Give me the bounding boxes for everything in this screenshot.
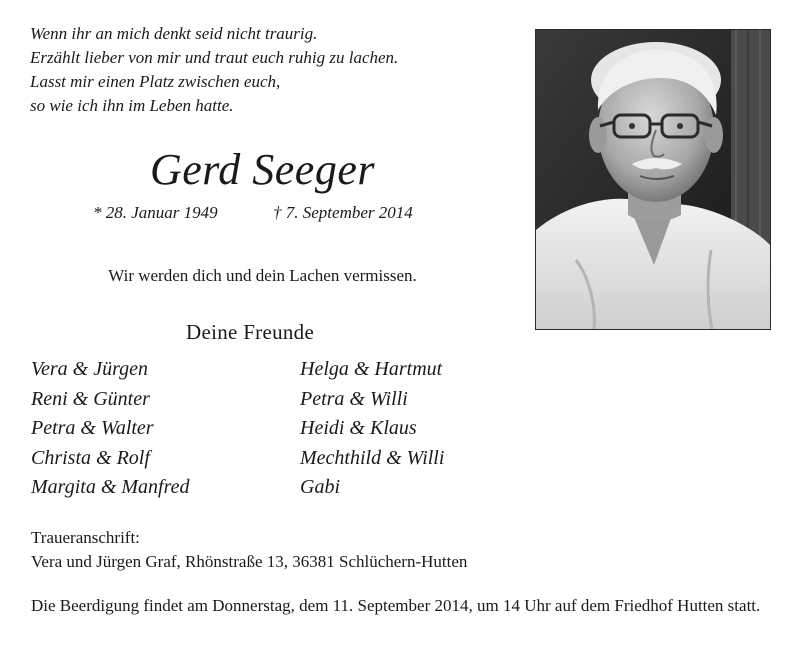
poem-line: Erzählt lieber von mir und traut euch ruhig zu lachen. bbox=[30, 48, 399, 67]
birth-date: * 28. Januar 1949 bbox=[93, 203, 218, 222]
friend-entry: Helga & Hartmut bbox=[300, 358, 443, 380]
portrait-photo bbox=[535, 29, 771, 330]
poem bbox=[30, 22, 510, 118]
funeral-notice: Die Beerdigung findet am Donnerstag, dem 11. September 2014, um 14 Uhr auf dem Friedhof Hutten statt. bbox=[31, 596, 761, 615]
friend-entry: Petra & Willi bbox=[300, 387, 408, 410]
address-label: Traueranschrift: bbox=[31, 528, 140, 547]
friends-column-left bbox=[31, 355, 190, 503]
memorial-quote: Wir werden dich und dein Lachen vermissen. bbox=[108, 266, 417, 285]
address-line: Vera und Jürgen Graf, Rhönstraße 13, 36381 Schlüchern-Hutten bbox=[31, 552, 468, 571]
friend-entry: Margita & Manfred bbox=[31, 476, 190, 499]
poem-line: Lasst mir einen Platz zwischen euch, bbox=[30, 72, 281, 91]
friend-entry: Reni & Günter bbox=[31, 387, 150, 410]
friends-column-right bbox=[300, 355, 444, 503]
death-date: † 7. September 2014 bbox=[273, 203, 413, 222]
friend-entry: Christa & Rolf bbox=[31, 446, 150, 469]
mourning-address bbox=[31, 526, 467, 574]
deceased-name: Gerd Seeger bbox=[149, 145, 375, 194]
friend-entry: Vera & Jürgen bbox=[31, 358, 149, 380]
friends-heading: Deine Freunde bbox=[186, 320, 315, 344]
poem-line: so wie ich ihn im Leben hatte. bbox=[30, 96, 234, 115]
friend-entry: Heidi & Klaus bbox=[300, 417, 417, 440]
friend-entry: Petra & Walter bbox=[31, 417, 154, 440]
poem-line: Wenn ihr an mich denkt seid nicht traurig. bbox=[30, 24, 318, 43]
friend-entry: Gabi bbox=[300, 476, 340, 499]
friend-entry: Mechthild & Willi bbox=[300, 446, 445, 469]
